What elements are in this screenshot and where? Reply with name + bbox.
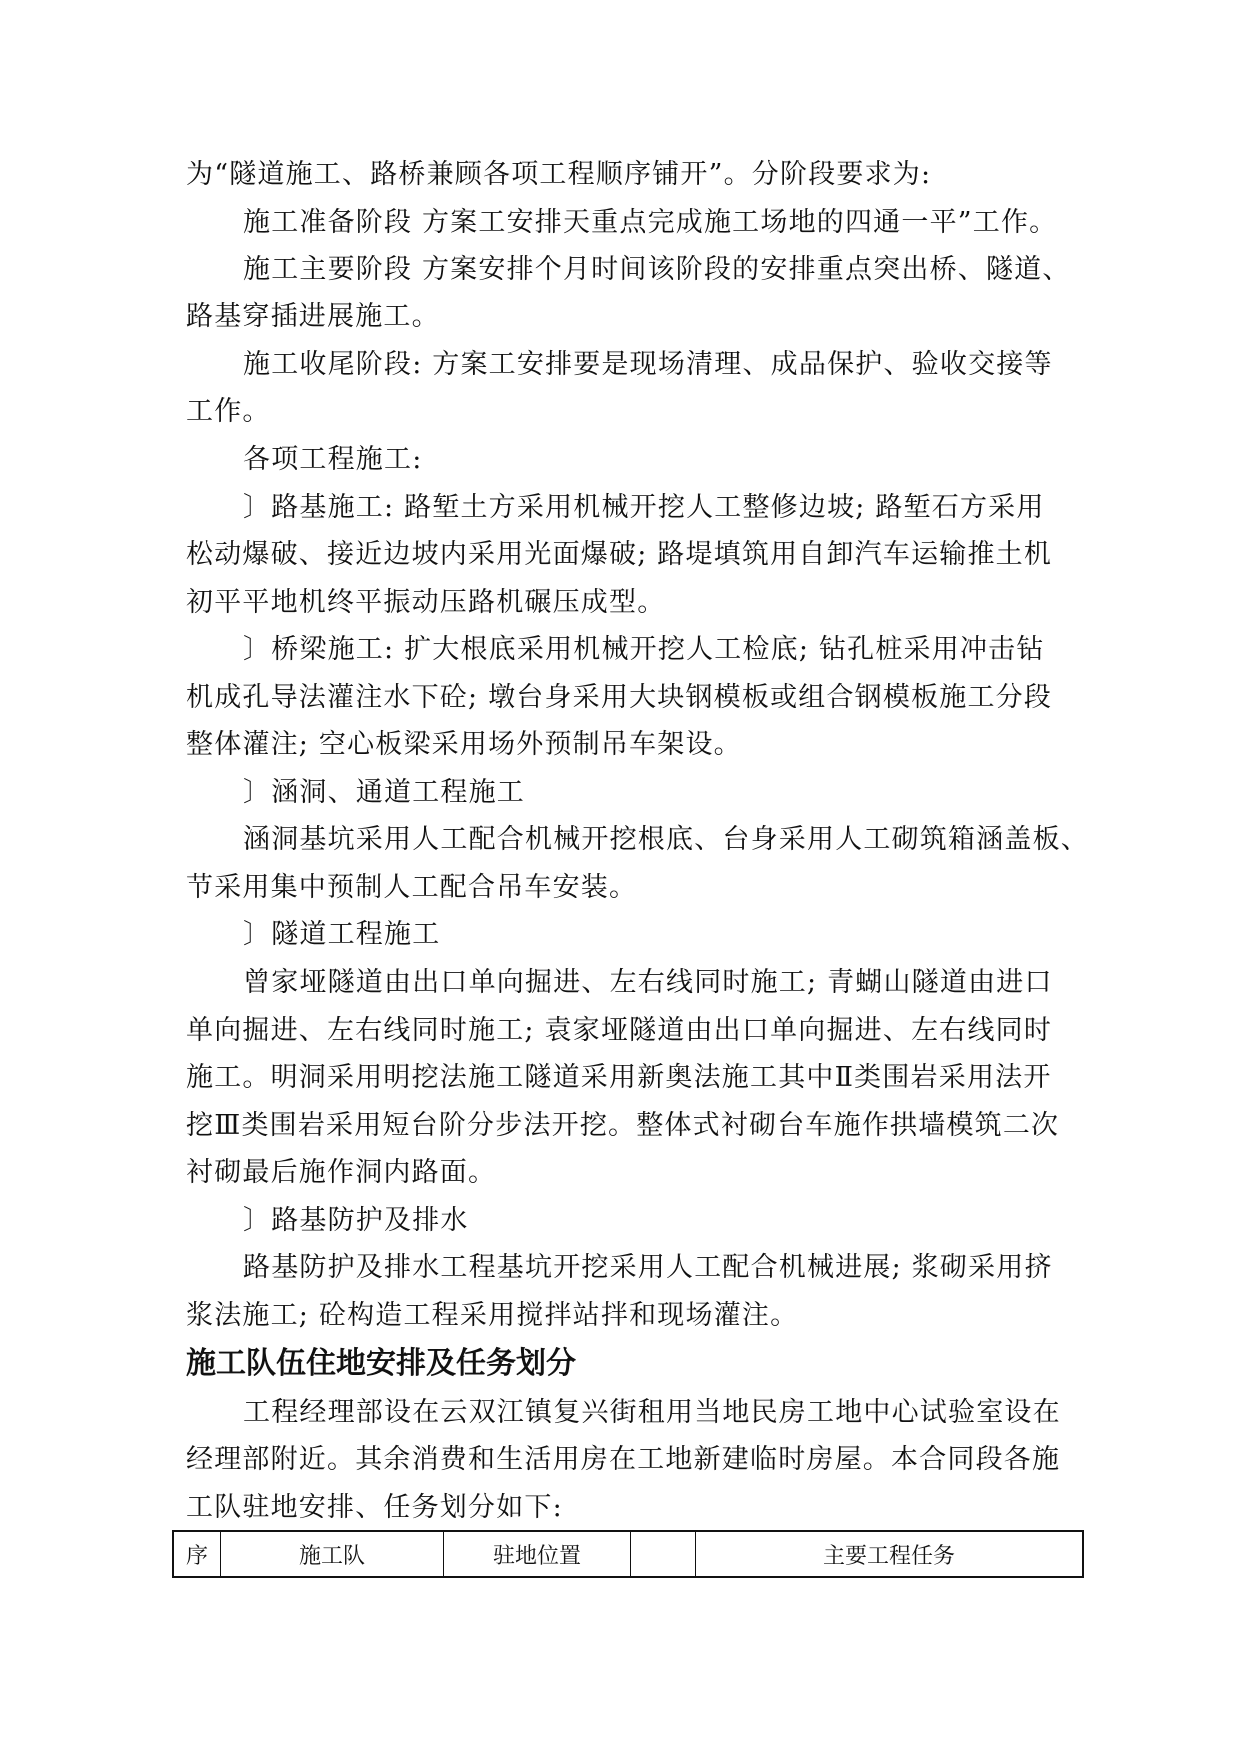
assignment-table	[172, 1530, 1084, 1578]
table-header-cell: 主要工程任务	[696, 1531, 1084, 1577]
paragraph-line: 单向掘进、左右线同时施工; 袁家垭隧道由出口单向掘进、左右线同时	[186, 1015, 1053, 1046]
paragraph-line: 为“隧道施工、路桥兼顾各项工程顺序铺开”。分阶段要求为:	[186, 159, 932, 190]
paragraph-line: 工程经理部设在云双江镇复兴街租用当地民房工地中心试验室设在	[243, 1397, 1061, 1428]
paragraph-line: 浆法施工; 砼构造工程采用搅拌站拌和现场灌注。	[186, 1300, 799, 1331]
paragraph-line: 节采用集中预制人工配合吊车安装。	[186, 872, 638, 903]
paragraph-line: 涵洞基坑采用人工配合机械开挖根底、台身采用人工砌筑箱涵盖板、	[243, 824, 1089, 855]
paragraph-line: 〕涵洞、通道工程施工	[243, 777, 525, 808]
paragraph-line: 曾家垭隧道由出口单向掘进、左右线同时施工; 青蝴山隧道由进口	[243, 967, 1053, 998]
paragraph-line: 〕路基防护及排水	[243, 1205, 469, 1236]
paragraph-line: 松动爆破、接近边坡内采用光面爆破; 路堤填筑用自卸汽车运输推土机	[186, 539, 1053, 570]
table-header-row	[173, 1531, 1083, 1577]
paragraph-line: 衬砌最后施作洞内路面。	[186, 1157, 497, 1188]
paragraph-line: 〕桥梁施工: 扩大根底采用机械开挖人工检底; 钻孔桩采用冲击钻	[243, 634, 1045, 665]
paragraph-line: 〕隧道工程施工	[243, 919, 441, 950]
paragraph-line: 路基防护及排水工程基坑开挖采用人工配合机械进展; 浆砌采用挤	[243, 1252, 1053, 1283]
table-header-cell: 序	[173, 1531, 221, 1577]
paragraph-line: 整体灌注; 空心板梁采用场外预制吊车架设。	[186, 729, 742, 760]
section-heading: 施工队伍住地安排及任务划分	[186, 1346, 576, 1381]
paragraph-line: 机成孔导法灌注水下砼; 墩台身采用大块钢模板或组合钢模板施工分段	[186, 682, 1053, 713]
paragraph-line: 初平平地机终平振动压路机碾压成型。	[186, 587, 666, 618]
paragraph-line: 路基穿插进展施工。	[186, 301, 440, 332]
paragraph-line: 挖Ⅲ类围岩采用短台阶分步法开挖。整体式衬砌台车施作拱墙模筑二次	[186, 1110, 1060, 1141]
paragraph-line: 施工收尾阶段: 方案工安排要是现场清理、成品保护、验收交接等	[243, 349, 1053, 380]
paragraph-line: 各项工程施工:	[243, 444, 423, 475]
paragraph-line: 工队驻地安排、任务划分如下:	[186, 1492, 563, 1523]
table-header-cell: 驻地位置	[444, 1531, 631, 1577]
paragraph-line: 工作。	[186, 396, 271, 427]
paragraph-line: 施工主要阶段 方案安排个月时间该阶段的安排重点突出桥、隧道、	[243, 254, 1071, 285]
paragraph-line: 经理部附近。其余消费和生活用房在工地新建临时房屋。本合同段各施	[186, 1444, 1061, 1475]
paragraph-line: 〕路基施工: 路堑土方采用机械开挖人工整修边坡; 路堑石方采用	[243, 492, 1045, 523]
paragraph-line: 施工。明洞采用明挖法施工隧道采用新奥法施工其中Ⅱ类围岩采用法开	[186, 1062, 1052, 1093]
table-header-cell	[631, 1531, 696, 1577]
paragraph-line: 施工准备阶段 方案工安排天重点完成施工场地的四通一平”工作。	[243, 207, 1058, 238]
table-header-cell: 施工队	[221, 1531, 444, 1577]
